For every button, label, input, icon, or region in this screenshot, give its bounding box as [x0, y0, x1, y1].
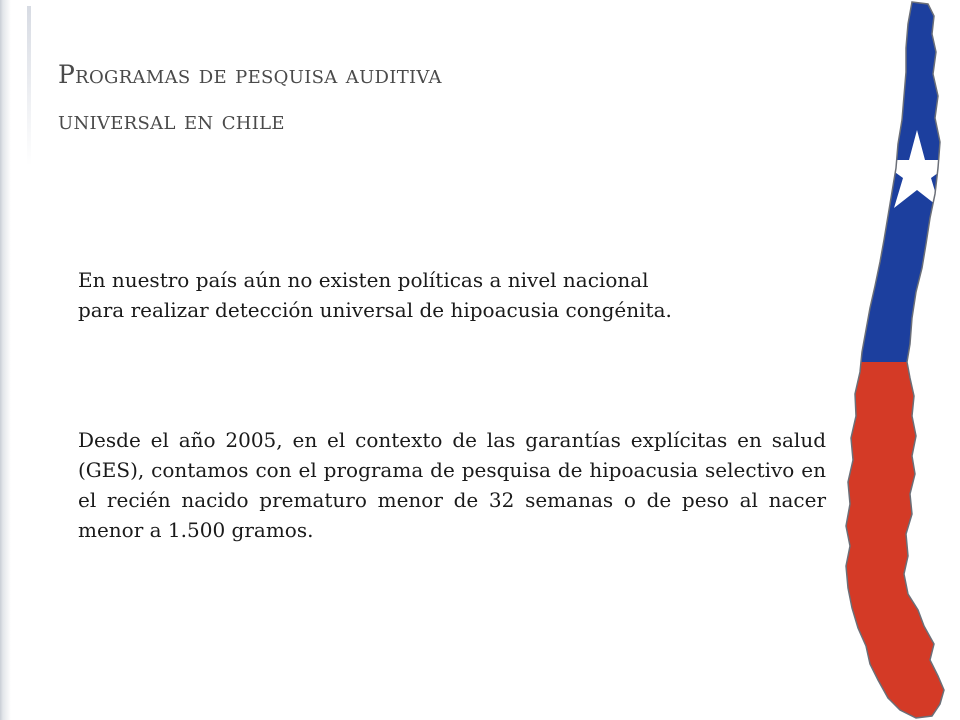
- slide-title-line-2: universal en chile: [58, 106, 285, 135]
- paragraph-1-line-2: para realizar detección universal de hipoacusia congénita.: [78, 298, 672, 322]
- chile-flag-map-icon: [828, 0, 960, 720]
- paragraph-2: Desde el año 2005, en el contexto de las garantías explícitas en salud (GES), contamos con el programa de pesquisa de hipoacusia selectivo en el recién nacido prematuro menor de 32 semanas o de peso al nacer menor a 1.500 gramos.: [78, 428, 826, 542]
- slide-left-border: [0, 0, 11, 720]
- paragraph-1: [78, 265, 826, 325]
- map-red-field: [828, 362, 960, 720]
- slide-title: [58, 52, 818, 144]
- title-accent-bar: [27, 6, 31, 166]
- slide-title-line-1: Programas de pesquisa auditiva: [58, 60, 442, 89]
- paragraph-1-line-1: En nuestro país aún no existen políticas a nivel nacional: [78, 268, 649, 292]
